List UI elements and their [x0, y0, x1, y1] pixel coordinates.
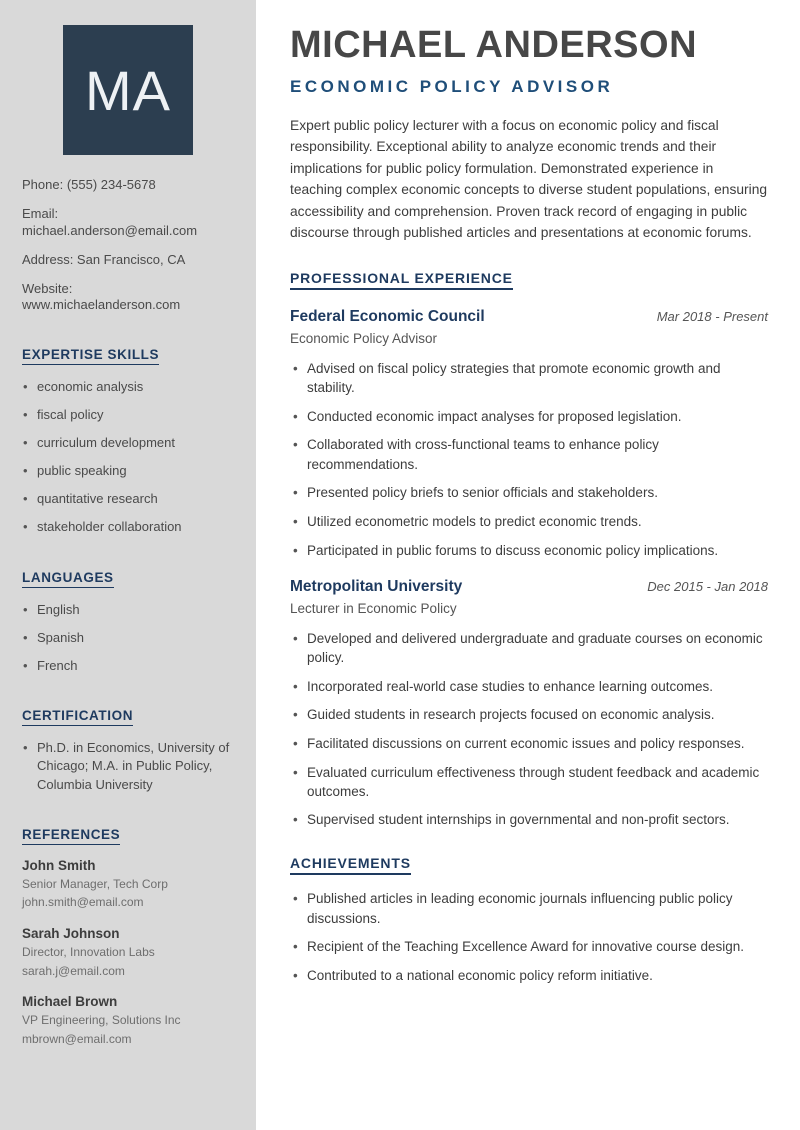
- reference-item: [22, 858, 234, 911]
- bullet-item: • Advised on fiscal policy strategies that promote economic growth and stability.: [290, 359, 768, 397]
- certification-item: • Ph.D. in Economics, University of Chicago; M.A. in Public Policy, Columbia University: [22, 739, 234, 794]
- skill-item: • public speaking: [22, 462, 234, 480]
- achievement-item: • Recipient of the Teaching Excellence Award for innovative course design.: [290, 937, 768, 956]
- sidebar: [0, 0, 256, 1130]
- references-section: [22, 826, 234, 1048]
- avatar-initials: MA: [85, 58, 171, 122]
- skill-item: • stakeholder collaboration: [22, 518, 234, 536]
- experience-heading: PROFESSIONAL EXPERIENCE: [290, 270, 513, 290]
- job-bullets: [290, 359, 768, 560]
- reference-title: Senior Manager, Tech Corp: [22, 876, 168, 891]
- contact-address: Address: San Francisco, CA: [22, 251, 186, 267]
- bullet-item: • Collaborated with cross-functional teams to enhance policy recommendations.: [290, 435, 768, 473]
- job-bullets: [290, 629, 768, 830]
- reference-name: John Smith: [22, 857, 96, 873]
- bullet-item: • Supervised student internships in governmental and non-profit sectors.: [290, 810, 768, 829]
- bullet-item: • Utilized econometric models to predict economic trends.: [290, 512, 768, 531]
- bullet-item: • Evaluated curriculum effectiveness through student feedback and academic outcomes.: [290, 763, 768, 801]
- company-name: Metropolitan University: [290, 577, 463, 595]
- certification-section: [22, 707, 234, 794]
- job-header: [290, 308, 768, 326]
- skills-heading: EXPERTISE SKILLS: [22, 347, 159, 365]
- bullet-item: • Conducted economic impact analyses for proposed legislation.: [290, 407, 768, 426]
- person-name: MICHAEL ANDERSON: [290, 24, 698, 66]
- bullet-item: • Facilitated discussions on current economic issues and policy responses.: [290, 734, 768, 753]
- language-item: • French: [22, 657, 234, 675]
- language-item: • English: [22, 601, 234, 619]
- company-name: Federal Economic Council: [290, 307, 485, 325]
- avatar: [63, 25, 193, 155]
- references-heading: REFERENCES: [22, 827, 120, 845]
- reference-title: VP Engineering, Solutions Inc: [22, 1013, 181, 1028]
- language-item: • Spanish: [22, 629, 234, 647]
- achievements-heading: ACHIEVEMENTS: [290, 855, 411, 875]
- skill-item: • economic analysis: [22, 378, 234, 396]
- job-entry: [290, 578, 768, 830]
- job-entry: [290, 308, 768, 560]
- skills-list: [22, 378, 234, 537]
- experience-section: [290, 270, 768, 830]
- languages-heading: LANGUAGES: [22, 570, 114, 588]
- certification-list: [22, 739, 234, 794]
- summary-paragraph: Expert public policy lecturer with a focus on economic policy and fiscal responsibility. Exceptional ability to analyze economic trends and their implications for public policy formulation. Demonstrated experience in teaching complex economic concepts to diverse student populations, ensuring accessibility and comprehension. Proven track record of engaging in public discourse through published articles and presentations at economic forums.: [290, 117, 768, 241]
- main-content: [256, 0, 800, 1130]
- reference-name: Sarah Johnson: [22, 925, 120, 941]
- languages-list: [22, 601, 234, 676]
- contact-info: [22, 177, 234, 314]
- bullet-item: • Guided students in research projects focused on economic analysis.: [290, 705, 768, 724]
- achievements-section: [290, 855, 768, 985]
- contact-email: Email: michael.anderson@email.com: [22, 206, 198, 238]
- bullet-item: • Incorporated real-world case studies to enhance learning outcomes.: [290, 677, 768, 696]
- certification-heading: CERTIFICATION: [22, 708, 133, 726]
- bullet-item: • Developed and delivered undergraduate and graduate courses on economic policy.: [290, 629, 768, 667]
- bullet-item: • Participated in public forums to discuss economic policy implications.: [290, 541, 768, 560]
- reference-email: mbrown@email.com: [22, 1031, 132, 1046]
- skill-item: • quantitative research: [22, 490, 234, 508]
- skills-section: [22, 346, 234, 537]
- job-title: Lecturer in Economic Policy: [290, 600, 457, 616]
- reference-name: Michael Brown: [22, 994, 118, 1010]
- job-header: [290, 578, 768, 596]
- skill-item: • fiscal policy: [22, 406, 234, 424]
- job-dates: Mar 2018 - Present: [656, 308, 768, 324]
- reference-item: [22, 994, 234, 1047]
- person-role: ECONOMIC POLICY ADVISOR: [290, 76, 614, 96]
- achievements-list: [290, 889, 768, 985]
- bullet-item: • Presented policy briefs to senior officials and stakeholders.: [290, 483, 768, 502]
- reference-title: Director, Innovation Labs: [22, 944, 155, 959]
- job-title: Economic Policy Advisor: [290, 330, 438, 346]
- contact-website: Website: www.michaelanderson.com: [22, 281, 181, 313]
- languages-section: [22, 569, 234, 676]
- skill-item: • curriculum development: [22, 434, 234, 452]
- reference-email: sarah.j@email.com: [22, 963, 125, 978]
- job-dates: Dec 2015 - Jan 2018: [647, 578, 768, 594]
- reference-email: john.smith@email.com: [22, 895, 144, 910]
- reference-item: [22, 926, 234, 979]
- achievement-item: • Published articles in leading economic journals influencing public policy discussions.: [290, 889, 768, 927]
- contact-phone: Phone: (555) 234-5678: [22, 177, 156, 192]
- achievement-item: • Contributed to a national economic policy reform initiative.: [290, 966, 768, 985]
